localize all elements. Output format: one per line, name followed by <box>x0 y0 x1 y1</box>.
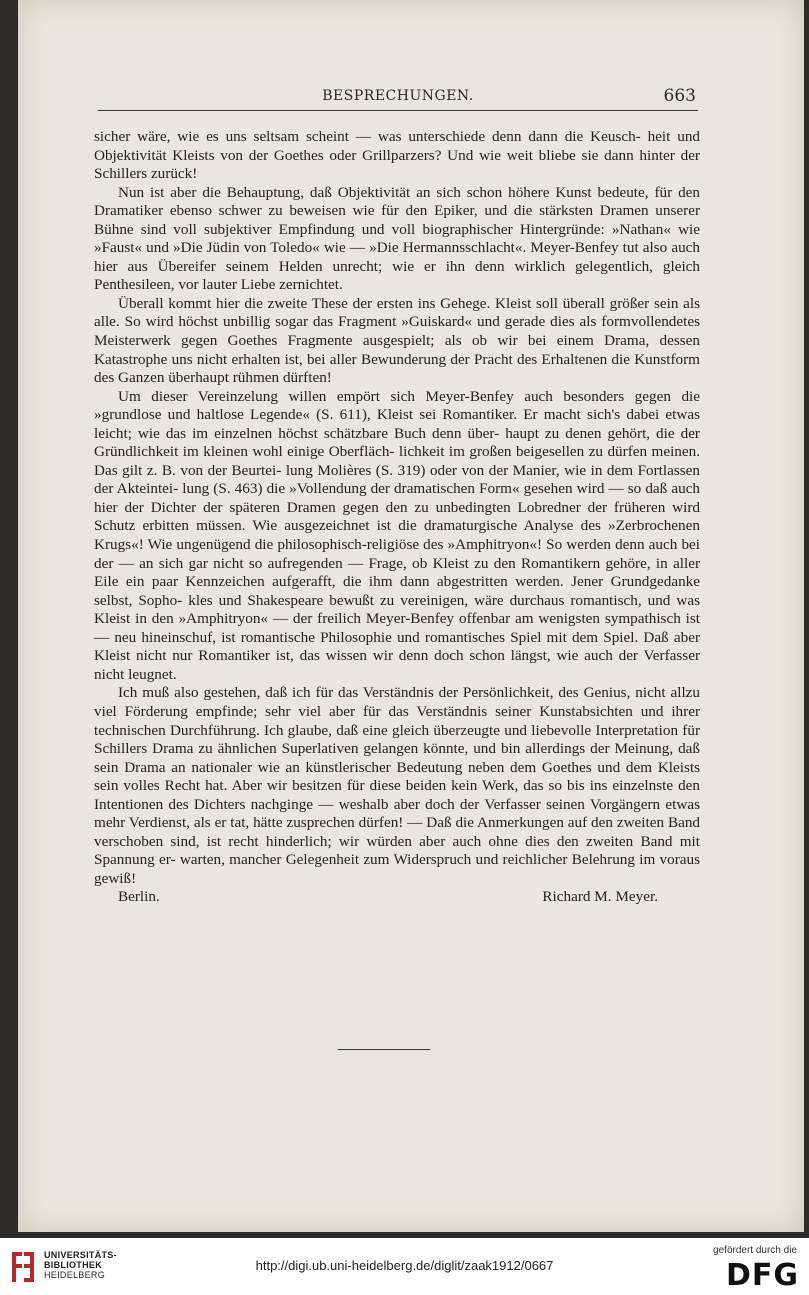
text-line: denn doch schon längst, wie auch der Verfasser nicht leugnet. <box>94 647 700 683</box>
text-line: rühmen dürften! <box>232 369 332 387</box>
text-line: seiner Kunstabsichten und ihrer technischen Durchführung. Ich glaube, daß eine <box>94 702 700 739</box>
text-line: die stärksten Dramen unserer Bühne sind voll subjektiver Empfindung und voll <box>94 202 701 238</box>
text-line: Nun ist aber die Behauptung, daß Objektivität an sich schon höhere Kunst <box>118 183 592 201</box>
text-line: auch hier der Dichter der späteren Dramen gegen den zu unbedingten Lobredner <box>94 480 700 516</box>
text-line: Kleist in den »Amphitryon« — der freilich Meyer-Benfey offenbar am wenigsten <box>94 610 600 628</box>
text-line: Analyse des »Zerbrochenen Krugs«! Wie ungenügend die philosophisch-religiöse des <box>94 517 700 554</box>
text-line: ins einzelnste den Intentionen des Dichters nachginge — weshalb aber doch der <box>94 777 701 813</box>
book-page <box>18 0 804 1232</box>
text-line: »Amphitryon«! So werden denn auch bei der — an sich gar nicht so aufregenden — <box>94 536 701 572</box>
text-line: haupt zu denen gehört, die der Gründlichkeit im kleinen wohl einige Oberfläch- <box>94 424 700 461</box>
text-line: der früheren wird Schutz erbitten müssen. Wie ausgezeichnet ist die dramaturgische <box>94 498 701 535</box>
text-line: größer sein als alle. So wird höchst unbillig sogar das Fragment »Guiskard« und <box>94 294 700 331</box>
text-line: bedeute, für den Dramatiker ebenso schwer zu beweisen wie für den Epiker, und <box>94 183 700 220</box>
text-line: warten, mancher Gelegenheit zum Widerspruch und reichlicher Belehrung im <box>179 851 656 869</box>
text-line: als ob wir bei einem Drama, dessen Katastrophe uns nicht erhalten ist, bei aller <box>94 332 701 368</box>
text-line: Superlativen gelangen könnte, und bin allerdings der Meinung, daß sein Drama <box>94 740 701 776</box>
text-line: Spiel mit dem Spiel. Daß aber Kleist nicht nur Romantiker ist, das wissen wir <box>94 628 701 665</box>
text-line: lung (S. 463) die »Vollendung der dramatischen Form« gesehen wird — so daß <box>182 480 668 498</box>
text-line: voraus gewiß! <box>94 851 701 887</box>
signoff-author: Richard M. Meyer. <box>542 888 658 906</box>
paragraph <box>94 388 700 685</box>
text-line: sich's dabei etwas leicht; wie das im einzelnen höchst schätzbare Buch denn über- <box>94 406 700 442</box>
text-line: Verfasser seinen Vorgängern etwas mehr Verdienst, als er tat, hätte zusprechen <box>94 795 700 832</box>
library-name-line: BIBLIOTHEK <box>44 1260 102 1270</box>
text-line: aufgerafft, die ihm dann abgestritten werden. Jener Grundgedanke selbst, Sopho- <box>94 573 700 609</box>
text-line: heit und Objektivität Kleists von der Goethes oder Grillparzers? Und wie weit <box>94 128 701 164</box>
text-line: Bewunderung der Pracht des Erhaltenen die Kunstform des Ganzen überhaupt <box>94 350 700 387</box>
paragraph <box>94 128 700 184</box>
text-line: wie — »Die Hermannsschlacht«. Meyer-Benfey tut also auch hier aus Übereifer <box>94 239 701 275</box>
text-line: Genius, nicht allzu viel Förderung empfinde; sehr viel aber für das Verständnis <box>94 684 701 720</box>
library-name-line: HEIDELBERG <box>44 1270 106 1280</box>
text-line: vor lauter Liebe zernichtet. <box>178 276 343 294</box>
page-number: 663 <box>663 86 696 106</box>
running-header <box>98 84 698 111</box>
text-line: gleich überzeugte und liebevolle Interpretation für Schillers Drama zu ähnlichen <box>94 721 701 758</box>
dfg-logo: DFG <box>725 1258 799 1293</box>
closing-rule <box>338 1049 430 1050</box>
text-line: Ich muß also gestehen, daß ich für das Verständnis der Persönlichkeit, des <box>118 684 579 702</box>
paragraph <box>94 184 700 295</box>
text-line: seinem Helden unrecht; wie er ihn denn wirklich gelegentlich, gleich Penthesileen, <box>94 257 700 294</box>
funded-by-label: gefördert durch die <box>713 1245 797 1256</box>
permalink-url[interactable]: http://digi.ub.uni-heidelberg.de/diglit/zaak1912/0667 <box>255 1258 554 1273</box>
text-line: dürfen! — Daß die Anmerkungen auf den zweiten Band verschoben sind, ist recht <box>94 814 701 850</box>
text-line: die »grundlose und haltlose Legende« (S. 611), Kleist sei Romantiker. Er macht <box>94 387 701 424</box>
text-line: Überall kommt hier die zweite These der ersten ins Gehege. Kleist soll überall <box>118 294 605 312</box>
text-line: gerade dies als formvollendetes Meisterwerk gegen Goethes Fragmente ausgespielt; <box>94 313 701 350</box>
text-line: bliebe sie dann hinter der Schillers zurück! <box>94 146 700 183</box>
text-line: sympathisch ist — neu hineinschuf, ist romantische Philosophie und romantisches <box>94 610 700 646</box>
signoff-city: Berlin. <box>118 888 160 906</box>
text-line: sicher wäre, wie es uns seltsam scheint — was unterschiede denn dann die Keusch- <box>94 128 641 145</box>
paragraph <box>94 295 700 388</box>
text-line: biographischer Hintergründe: »Nathan« wie »Faust« und »Die Jüdin von Toledo« <box>94 220 701 257</box>
library-name-line: UNIVERSITÄTS- <box>44 1250 117 1260</box>
text-line: an nationaler wie an künstlerischer Bedeutung neben dem Goethes und dem Kleists <box>171 758 701 776</box>
text-line: Frage, ob Kleist zu den Romantikern gehöre, in aller Eile ein paar Kennzeichen <box>94 554 701 591</box>
text-line: lung Molières (S. 319) oder von der Manier, wie in dem Fortlassen der Akteintei- <box>94 461 701 498</box>
signoff <box>94 888 700 907</box>
viewer-footer <box>0 1238 809 1295</box>
text-line: kles und Shakespeare bewußt zu vereinigen, wäre durchaus romantisch, und was <box>188 591 700 609</box>
text-line: Um dieser Vereinzelung willen empört sich Meyer-Benfey auch besonders gegen <box>118 387 671 405</box>
paragraph <box>94 684 700 888</box>
article-body <box>94 128 700 907</box>
header-title: BESPRECHUNGEN. <box>322 88 474 104</box>
text-line: hinderlich; wir würden aber auch ohne dies den zweiten Band mit Spannung er- <box>94 832 700 869</box>
text-line: lichkeit im großen beigesellen zu dürfen meinen. Das gilt z. B. von der Beurtei- <box>94 443 701 479</box>
text-line: sein volles Recht hat. Aber wir besitzen für diese beiden kein Werk, das so bis <box>94 777 585 795</box>
